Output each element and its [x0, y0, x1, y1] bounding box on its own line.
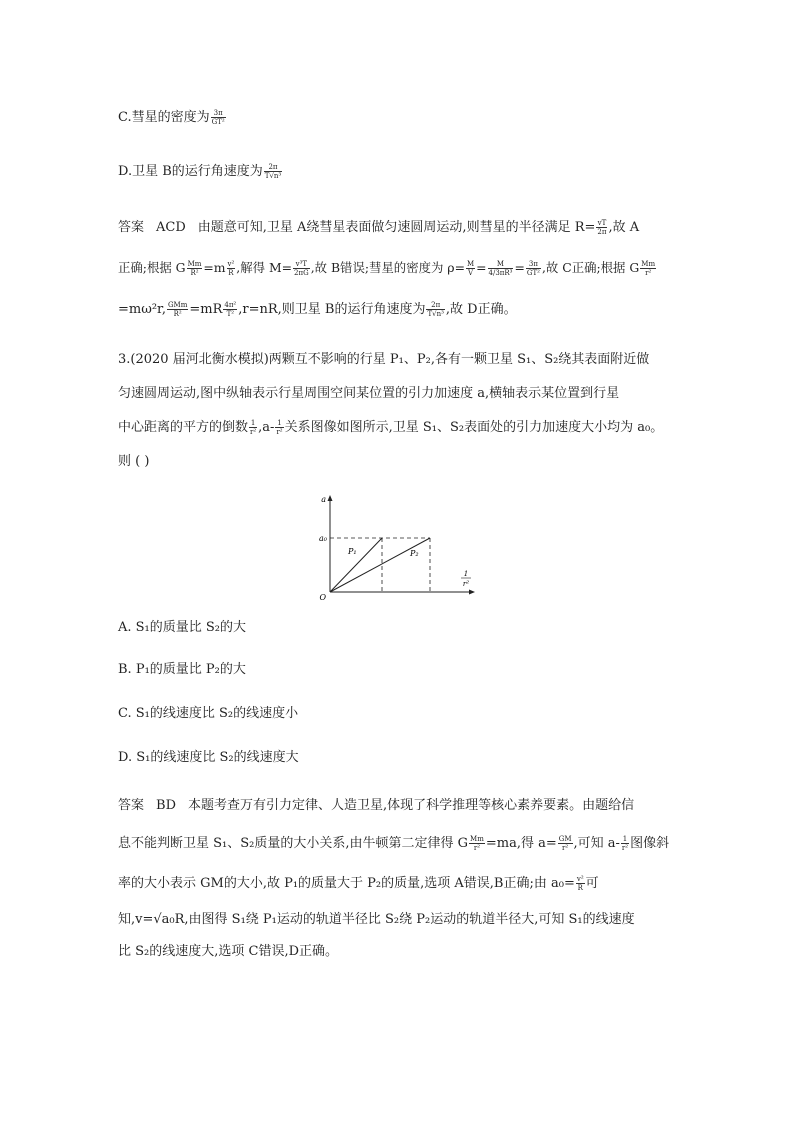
option-c-prev: C.彗星的密度为 $\frac{3\pi}{\text{GT²}}$ — [118, 109, 225, 126]
origin-label: O — [319, 593, 326, 602]
question3-line4: 则 ( ) — [118, 454, 150, 469]
y-axis-arrow — [328, 495, 333, 501]
option-a: A. S₁的质量比 S₂的大 — [118, 620, 247, 635]
question3-line2: 匀速圆周运动,图中纵轴表示行星周围空间某位置的引力加速度 a,横轴表示某位置到行星 — [118, 386, 620, 401]
answer3-line2: 息不能判断卫星 S₁、S₂质量的大小关系,由牛顿第二定律得 G $\frac{Mm}{\text{r²}}$ =ma,得 a= $\frac{GM}{\text{r²}}$ ,可知 a- $\frac{1}{\text{r²}}$ 图像斜 — [118, 835, 670, 852]
answer-prev-line3: =mω²r, $\frac{\text{GMm}}{\text{R²}}$ =mR $\frac{\text{4π²}}{\text{T²}}$ ,r=nR,则卫星 B的运行角速度为 $\frac{2\pi}{\text{T√n³}}$ ,故 D正确。 — [118, 301, 517, 318]
p2-line — [330, 538, 430, 592]
answer-prev-line2: 正确;根据 G $\frac{Mm}{\text{R²}}$ =m $\frac{\text{v²}}{R}$ ,解得 M= $\frac{\text{v³T}}{2\pi G}$ ,故 B错误;彗星的密度为 ρ= $\frac{M}{V}$ = $\frac{M}{\text{4/3πR³}}$ = $\frac{3\pi}{\text{GT²}}$ ,故 C正确;根据 G $\frac{Mm}{\text{r²}}$ — [118, 260, 656, 277]
fraction: $\frac{3\pi}{\text{GT²}}$ — [211, 109, 225, 126]
answer-prev-line1: 答案 ACD 由题意可知,卫星 A绕彗星表面做匀速圆周运动,则彗星的半径满足 R= $\frac{vT}{2\pi}$ ,故 A — [118, 219, 640, 236]
x-axis-label-den: r² — [462, 580, 470, 588]
y-axis-label: a — [321, 495, 326, 504]
answer3-line5: 比 S₂的线速度大,选项 C错误,D正确。 — [118, 944, 339, 959]
option-b: B. P₁的质量比 P₂的大 — [118, 662, 246, 677]
option-d: D. S₁的线速度比 S₂的线速度大 — [118, 750, 299, 765]
question3-line3: 中心距离的平方的倒数 $\frac{1}{\text{r²}}$ ,a- $\frac{1}{\text{r²}}$ 关系图像如图所示,卫星 S₁、S₂表面处的引力加速度大小均为 a₀。 — [118, 419, 664, 436]
answer3-line1: 答案 BD 本题考查万有引力定律、人造卫星,体现了科学推理等核心素养要素。由题给信 — [118, 798, 635, 813]
p2-label: P₂ — [410, 549, 419, 558]
x-axis-label-num: 1 — [463, 570, 469, 578]
a-vs-inverse-r2-graph — [318, 492, 478, 602]
question3-line1: 3.(2020 届河北衡水模拟)两颗互不影响的行星 P₁、P₂,各有一颗卫星 S₁、S₂绕其表面附近做 — [118, 352, 650, 367]
option-c: C. S₁的线速度比 S₂的线速度小 — [118, 706, 299, 721]
fraction: $\frac{2\pi}{\text{T√n³}}$ — [264, 163, 282, 180]
answer3-line3: 率的大小表示 GM的大小,故 P₁的质量大于 P₂的质量,选项 A错误,B正确;由 a₀= $\frac{\text{v²}}{R}$ 可 — [118, 875, 599, 892]
option-d-prev: D.卫星 B的运行角速度为 $\frac{2\pi}{\text{T√n³}}$ — [118, 163, 282, 180]
x-axis-arrow — [469, 590, 475, 595]
a0-label: a₀ — [319, 534, 327, 543]
answer3-line4: 知,v=√a₀R,由图得 S₁绕 P₁运动的轨道半径比 S₂绕 P₂运动的轨道半径大,可知 S₁的线速度 — [118, 912, 635, 927]
p1-label: P₁ — [348, 547, 357, 556]
